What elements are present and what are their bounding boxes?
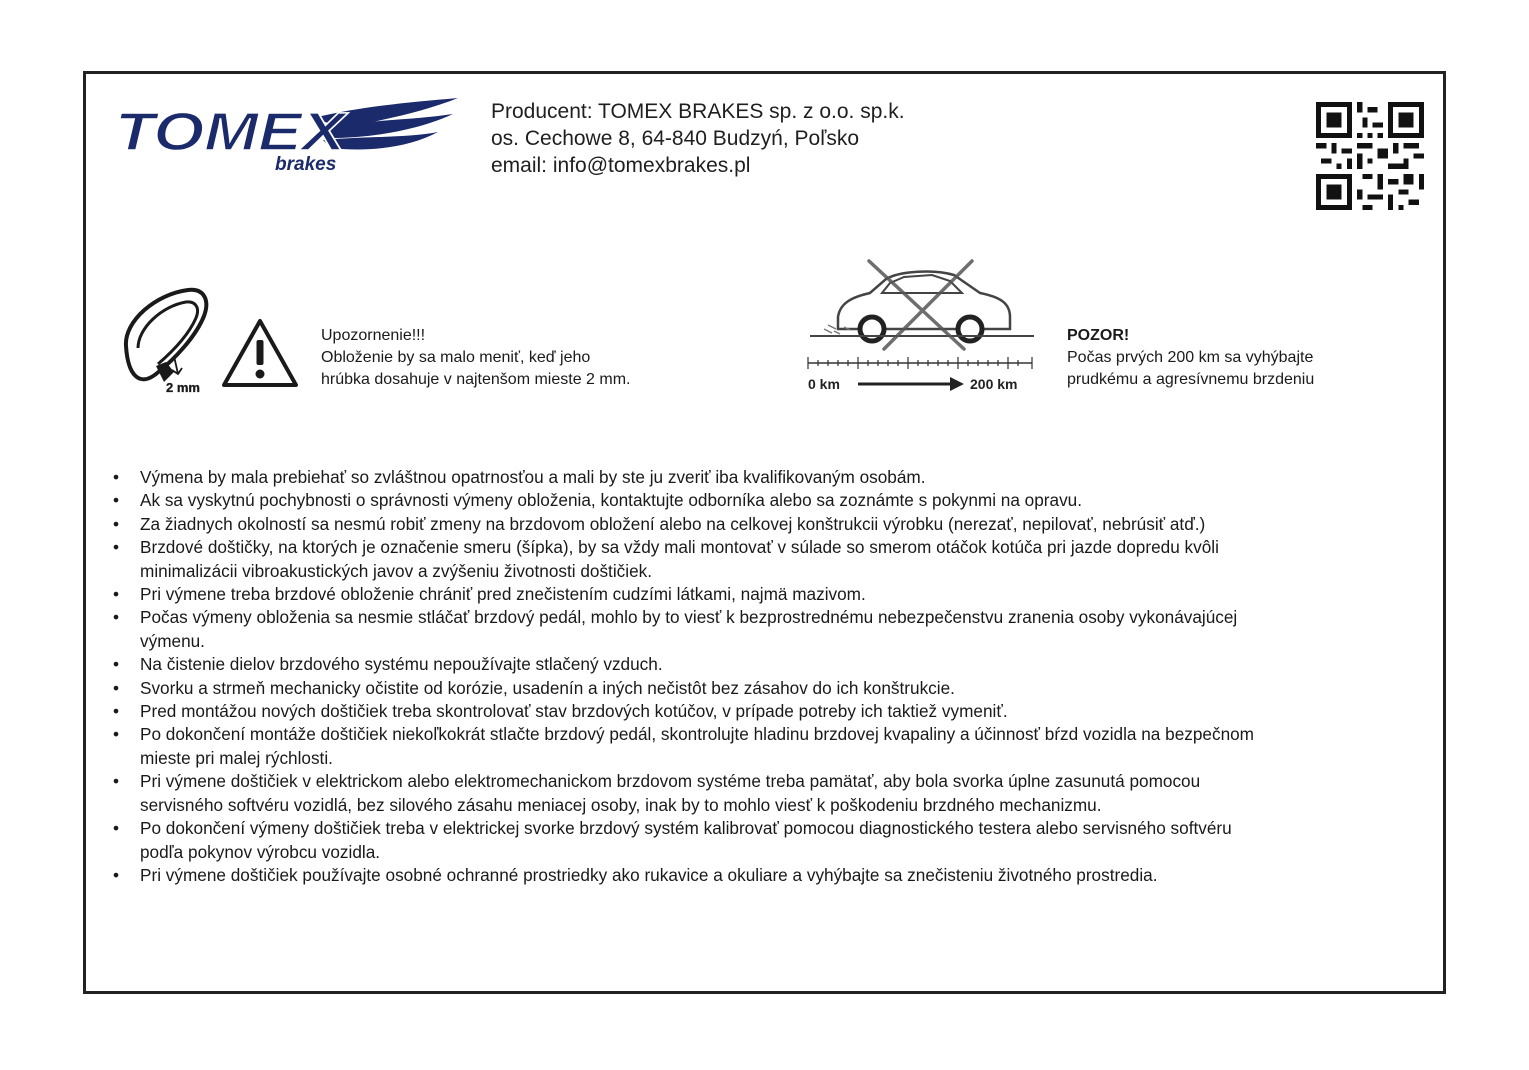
instruction-item [110, 489, 1410, 512]
instruction-text-line: Výmena by mala prebiehať so zvláštnou opatrnosťou a mali by ste ju zveriť iba kvalifikovaným osobám. [140, 467, 926, 487]
wear-warning [321, 325, 630, 391]
bullet-icon: • [113, 724, 120, 745]
bullet-icon: • [113, 467, 120, 487]
producer-info [491, 98, 905, 179]
producer-email: email: info@tomexbrakes.pl [491, 154, 751, 177]
brake-pad-icon [116, 286, 216, 396]
braking-car-icon [804, 257, 1039, 397]
instruction-item [110, 770, 1410, 817]
instruction-text-line: Svorku a strmeň mechanicky očistite od korózie, usadenín a iných nečistôt bez zásahov do ich konštrukcie. [140, 677, 955, 698]
instruction-text-line: podľa pokynov výrobcu vozidla. [140, 841, 381, 862]
instruction-text-line: minimalizácii vibroakustických javov a zvýšeniu životnosti doštičiek. [140, 560, 652, 581]
break-in-line1: Počas prvých 200 km sa vyhýbajte [1067, 349, 1314, 366]
bullet-icon: • [113, 818, 120, 839]
break-in-title: POZOR! [1067, 327, 1130, 344]
instruction-item [110, 583, 1410, 606]
break-in-warning [1067, 325, 1314, 391]
instruction-item [110, 677, 1410, 700]
instruction-item [110, 700, 1410, 723]
instruction-item [110, 723, 1410, 770]
instruction-text-line: Pri výmene doštičiek v elektrickom alebo elektromechanickom brzdovom systéme treba pamätať, aby bola svorka úplne zasunutá pomocou [140, 771, 1201, 792]
bullet-icon: • [113, 654, 120, 675]
instruction-text-line: mieste pri malej rýchlosti. [140, 747, 333, 768]
instruction-item [110, 513, 1410, 536]
instruction-card [83, 71, 1446, 994]
pad-thickness-label: 2 mm [166, 380, 200, 395]
instruction-item [110, 817, 1410, 864]
instruction-text-line: Počas výmeny obloženia sa nesmie stláčať brzdový pedál, mohlo by to viesť k bezprostrednému nebezpečenstvu zranenia osoby vykonávajúcej [140, 607, 1238, 628]
logo-sub: brakes [275, 154, 337, 175]
qr-code-icon [1316, 102, 1424, 210]
instruction-text-line: Za žiadnych okolností sa nesmú robiť zmeny na brzdovom obložení alebo na celkovej konštrukcii výrobku (nerezať, nepilovať, nebrúsiť atď.) [140, 513, 1206, 534]
producer-address: os. Cechowe 8, 64-840 Budzyń, Poľsko [491, 127, 860, 150]
bullet-icon: • [113, 513, 120, 534]
scale-end-label: 200 km [970, 376, 1018, 392]
scale-start-label: 0 km [808, 376, 840, 392]
instruction-text-line: Po dokončení montáže doštičiek niekoľkokrát stlačte brzdový pedál, skontrolujte hladinu brzdovej kvapaliny a účinnosť bŕzd vozidla na bezpečnom [140, 724, 1254, 745]
instruction-item [110, 466, 1410, 489]
instruction-text-line: Pred montážou nových doštičiek treba skontrolovať stav brzdových kotúčov, v prípade potreby ich taktiež vymeniť. [140, 701, 1008, 722]
bullet-icon: • [113, 677, 120, 698]
instruction-text-line: Na čistenie dielov brzdového systému nepoužívajte stlačený vzduch. [140, 654, 663, 675]
instruction-item [110, 536, 1410, 583]
bullet-icon: • [113, 701, 120, 722]
instruction-text-line: Brzdové doštičky, na ktorých je označenie smeru (šípka), by sa vždy mali montovať v súlade so smerom otáčok kotúča pri jazde dopredu kvôli [140, 537, 1219, 558]
instruction-text-line: Ak sa vyskytnú pochybnosti o správnosti výmeny obloženia, kontaktujte odborníka alebo sa zoznámte s pokynmi na opravu. [140, 490, 1083, 511]
wear-warning-line1: Obloženie by sa malo meniť, keď jeho [321, 349, 591, 366]
instructions-list [110, 466, 1410, 887]
bullet-icon: • [113, 607, 120, 628]
wear-warning-line2: hrúbka dosahuje v najtenšom mieste 2 mm. [321, 371, 631, 388]
wear-warning-title: Upozornenie!!! [321, 327, 426, 344]
bullet-icon: • [113, 864, 120, 885]
instruction-text-line: Pri výmene treba brzdové obloženie chrániť pred znečistením cudzími látkami, najmä mazivom. [140, 584, 866, 605]
break-in-line2: prudkému a agresívnemu brzdeniu [1067, 371, 1315, 388]
bullet-icon: • [113, 537, 120, 558]
bullet-icon: • [113, 771, 120, 792]
bullet-icon: • [113, 490, 120, 511]
instruction-text-line: výmenu. [140, 630, 205, 651]
logo-brand: TOMEX [115, 102, 349, 162]
instruction-text-line: servisného softvéru vozidlá, bez silového zásahu meniacej osoby, inak by to mohlo viesť k poškodeniu brzdného mechanizmu. [140, 794, 1102, 815]
producer-name: Producent: TOMEX BRAKES sp. z o.o. sp.k. [491, 100, 905, 123]
instruction-item [110, 653, 1410, 676]
instruction-text-line: Po dokončení výmeny doštičiek treba v elektrickej svorke brzdový systém kalibrovať pomocou diagnostického testera alebo servisného softvéru [140, 818, 1232, 839]
tomex-logo [113, 98, 458, 178]
warning-icon [221, 318, 299, 388]
instruction-text-line: Pri výmene doštičiek používajte osobné ochranné prostriedky ako rukavice a okuliare a vyhýbajte sa znečisteniu životného prostredia. [140, 864, 1158, 885]
bullet-icon: • [113, 584, 120, 605]
instruction-item [110, 864, 1410, 887]
instruction-item [110, 606, 1410, 653]
